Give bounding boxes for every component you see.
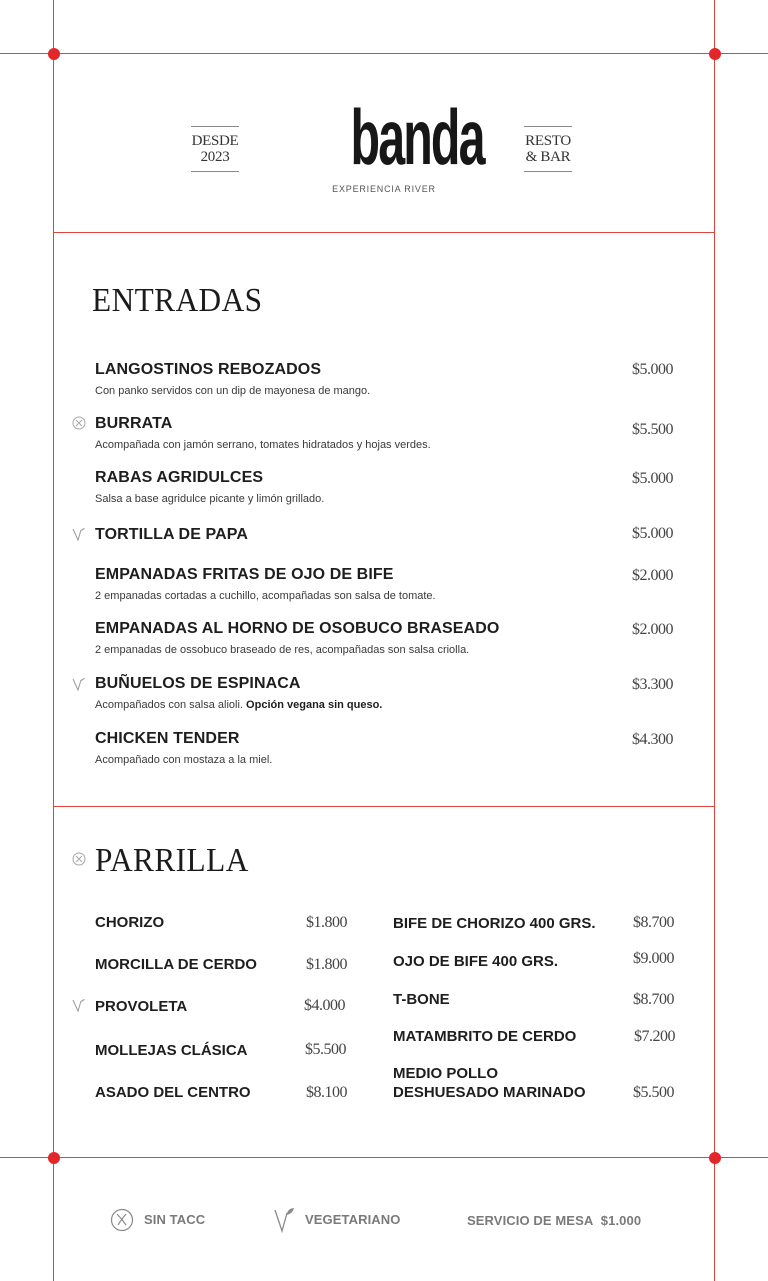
vegetariano-legend-label: VEGETARIANO [305, 1212, 401, 1227]
item-price: $8.700 [633, 914, 674, 931]
item-price: $4.000 [304, 997, 345, 1014]
item-price: $2.000 [632, 567, 673, 584]
frame-dot-bottom-left [48, 1152, 60, 1164]
sin-tacc-legend-icon [110, 1208, 134, 1232]
item-price: $7.200 [634, 1028, 675, 1045]
menu-item [95, 526, 685, 544]
item-description: Con panko servidos con un dip de mayonesa de mango. [95, 385, 371, 397]
item-price: $5.500 [633, 1084, 674, 1101]
parrilla-item-name: PROVOLETA [95, 998, 188, 1015]
parrilla-item-name: MATAMBRITO DE CERDO [393, 1028, 577, 1045]
item-name: EMPANADAS FRITAS DE OJO DE BIFE [95, 566, 394, 583]
item-price: $1.800 [306, 956, 347, 973]
resto-bar-tag-line2: & BAR [525, 149, 571, 165]
item-name: CHICKEN TENDER [95, 730, 240, 747]
vegetariano-icon [72, 677, 86, 691]
item-price: $2.000 [632, 621, 673, 638]
item-name: BURRATA [95, 415, 173, 432]
sin-tacc-icon [72, 852, 86, 866]
menu-header [54, 54, 714, 232]
parrilla-item-name: MORCILLA DE CERDO [95, 956, 257, 973]
parrilla-item-name: BIFE DE CHORIZO 400 GRS. [393, 915, 596, 932]
parrilla-item-name: CHORIZO [95, 914, 165, 931]
item-name: RABAS AGRIDULCES [95, 469, 264, 486]
since-tag-line2: 2023 [200, 149, 230, 165]
item-name: LANGOSTINOS REBOZADOS [95, 361, 322, 378]
menu-item [95, 675, 685, 711]
item-price: $3.300 [632, 676, 673, 693]
frame-line-section-divider [53, 806, 715, 807]
servicio-de-mesa-text: SERVICIO DE MESA [467, 1213, 594, 1228]
item-name: BUÑUELOS DE ESPINACA [95, 675, 301, 692]
item-price: $5.500 [305, 1041, 346, 1058]
frame-line-header-bottom [53, 232, 715, 233]
sin-tacc-icon [72, 416, 86, 430]
parrilla-item-name [393, 1064, 586, 1102]
parrilla-item-name: T-BONE [393, 991, 450, 1008]
menu-item [95, 361, 685, 397]
item-description: 2 empanadas cortadas a cuchillo, acompañadas son salsa de tomate. [95, 590, 436, 602]
brand-logo [330, 93, 484, 194]
menu-item [95, 469, 685, 505]
resto-bar-tag [524, 126, 572, 172]
servicio-de-mesa-price: $1.000 [600, 1213, 642, 1228]
resto-bar-tag-line1: RESTO [525, 133, 571, 149]
servicio-de-mesa-label [467, 1213, 641, 1228]
item-price: $8.700 [633, 991, 674, 1008]
since-tag [191, 126, 239, 172]
menu-item [95, 415, 685, 451]
menu-item [95, 620, 685, 656]
brand-logo-subtitle: EXPERIENCIA RIVER [332, 184, 436, 194]
item-price: $8.100 [306, 1084, 347, 1101]
item-description: Acompañada con jamón serrano, tomates hidratados y hojas verdes. [95, 439, 431, 451]
sin-tacc-legend-label: SIN TACC [144, 1212, 206, 1227]
brand-logo-word: banda [350, 93, 484, 181]
frame-dot-bottom-right [709, 1152, 721, 1164]
item-description-text: Acompañados con salsa alioli. [95, 699, 243, 711]
item-price: $5.000 [632, 525, 673, 542]
item-price: $4.300 [632, 731, 673, 748]
item-price: $5.000 [632, 470, 673, 487]
parrilla-item-name: ASADO DEL CENTRO [95, 1084, 251, 1101]
vegetariano-icon [72, 527, 86, 541]
item-price: $9.000 [633, 950, 674, 967]
item-description: Acompañado con mostaza a la miel. [95, 754, 273, 766]
item-description-highlight: Opción vegana sin queso. [246, 699, 383, 711]
frame-line-bottom [0, 1157, 768, 1158]
section-title-entradas: ENTRADAS [92, 282, 263, 319]
parrilla-item-name: OJO DE BIFE 400 GRS. [393, 953, 559, 970]
item-price: $5.500 [632, 421, 673, 438]
item-name: TORTILLA DE PAPA [95, 526, 249, 543]
since-tag-line1: DESDE [191, 133, 239, 149]
parrilla-item-name-line2: DESHUESADO MARINADO [393, 1084, 586, 1101]
item-description: 2 empanadas de ossobuco braseado de res, acompañadas son salsa criolla. [95, 644, 470, 656]
item-price: $5.000 [632, 361, 673, 378]
vegetariano-legend-icon [273, 1207, 295, 1233]
section-title-parrilla: PARRILLA [95, 842, 249, 879]
vegetariano-icon [72, 998, 86, 1012]
parrilla-item-name: MOLLEJAS CLÁSICA [95, 1042, 248, 1059]
parrilla-item-name-line1: MEDIO POLLO [393, 1065, 498, 1082]
menu-item [95, 730, 685, 766]
item-name: EMPANADAS AL HORNO DE OSOBUCO BRASEADO [95, 620, 500, 637]
item-price: $1.800 [306, 914, 347, 931]
item-description [95, 699, 685, 711]
frame-line-right [714, 0, 715, 1281]
menu-item [95, 566, 685, 602]
item-description: Salsa a base agridulce picante y limón grillado. [95, 493, 325, 505]
